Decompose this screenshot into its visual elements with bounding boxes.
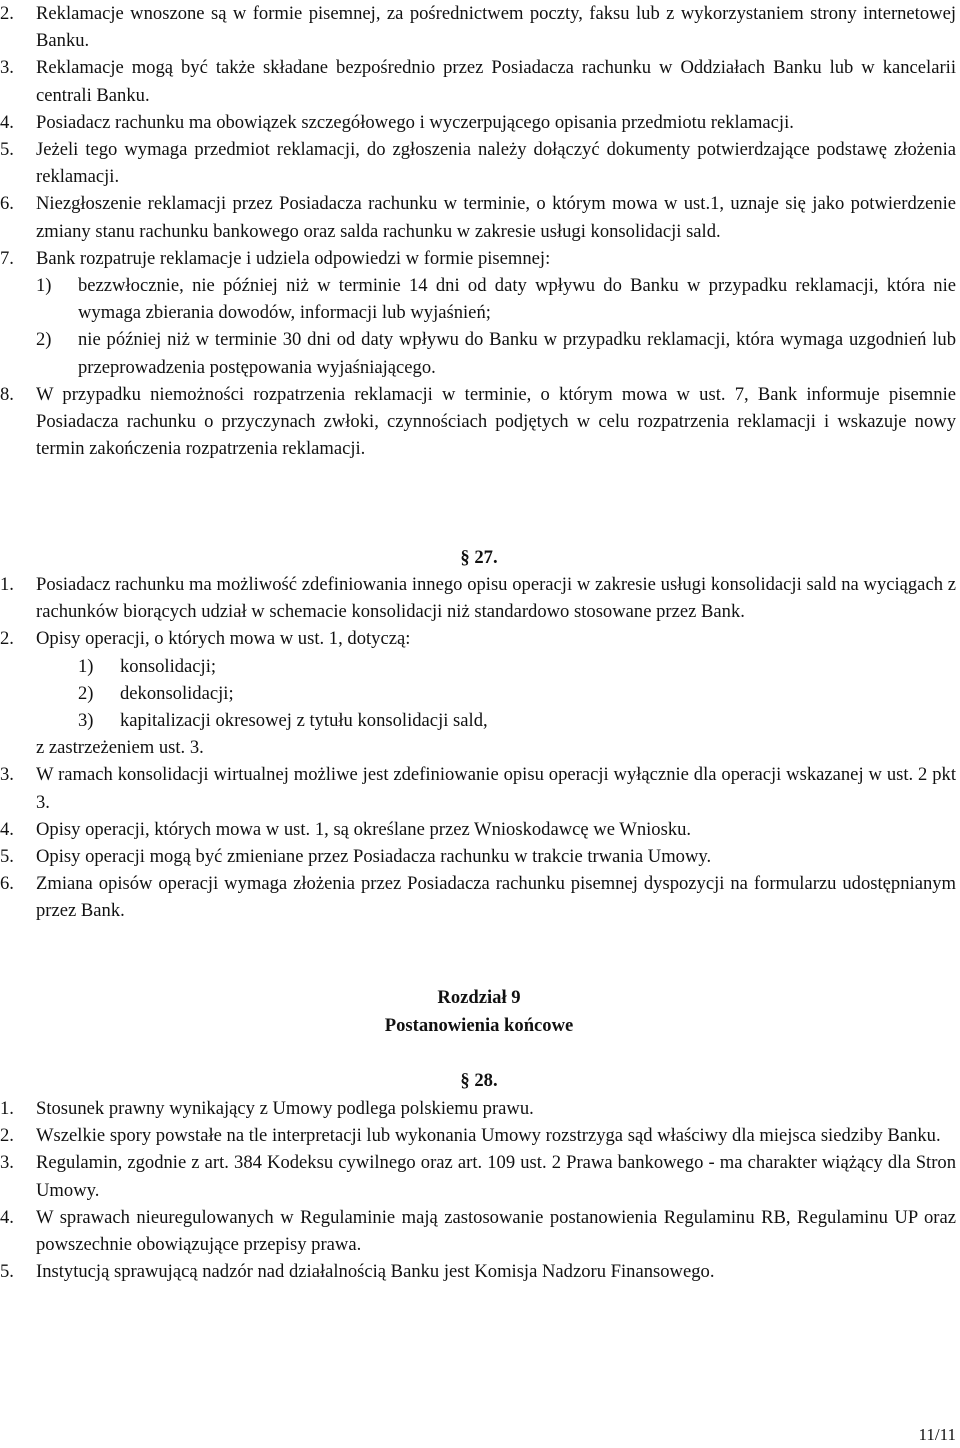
paragraph-27-heading: § 27. [460,547,498,568]
sub-item-text: nie później niż w terminie 30 dni od daty wpływu do Banku w przypadku reklamacji, która wymaga uzgodnień lub przeprowadzenia postępowania wyjaśniającego. [78,329,956,378]
item-text: Opisy operacji, o których mowa w ust. 1, dotyczą: [36,628,411,650]
item-text: W przypadku niemożności rozpatrzenia reklamacji w terminie, o którym mowa w ust. 7, Bank informuje pisemnie Posiadacza rachunku o przyczynach zwłoki, czynnościach podjętych w celu rozpatrzenia reklamacji i wskazuje nowy termin zakończenia rozpatrzenia reklamacji. [36,383,956,460]
list-item [0,625,958,652]
item-number: 2. [0,628,14,650]
item-continuation: z zastrzeżeniem ust. 3. [36,737,204,759]
sub-list-item [0,326,958,380]
item-number: 3. [0,57,14,79]
sub-item-number: 1) [36,275,52,297]
list-item [0,870,958,924]
paragraph-28-section [0,1095,958,1285]
item-number: 4. [0,111,14,133]
item-text: Opisy operacji mogą być zmieniane przez Posiadacza rachunku w trakcie trwania Umowy. [36,846,712,868]
sub-item-number: 2) [36,329,52,351]
list-item [0,571,958,625]
item-text: W ramach konsolidacji wirtualnej możliwe jest zdefiniowanie opisu operacji wyłącznie dla operacji wskazanej w ust. 2 pkt 3. [36,764,956,813]
item-text: Posiadacz rachunku ma możliwość zdefiniowania innego opisu operacji w zakresie usługi konsolidacji sald na wyciągach z rachunków biorących udział w schemacie konsolidacji niż standardowo stosowane przez Bank. [36,574,956,623]
sub-item-text: kapitalizacji okresowej z tytułu konsolidacji sald, [120,710,488,732]
sub-list-item [0,680,958,707]
item-number: 4. [0,1206,14,1228]
page-number: 11/11 [918,1425,956,1444]
list-item [0,1149,958,1203]
list-item [0,761,958,815]
list-item [0,245,958,272]
item-text: Posiadacz rachunku ma obowiązek szczegółowego i wyczerpującego opisania przedmiotu reklamacji. [36,111,794,133]
item-text: Instytucją sprawującą nadzór nad działalnością Banku jest Komisja Nadzoru Finansowego. [36,1261,715,1283]
sub-item-text: dekonsolidacji; [120,682,234,704]
item-text: Bank rozpatruje reklamacje i udziela odpowiedzi w formie pisemnej: [36,247,551,269]
sub-list-item [0,653,958,680]
item-number: 1. [0,574,14,595]
sub-item-text: konsolidacji; [120,655,217,677]
item-text: Reklamacje wnoszone są w formie pisemnej, za pośrednictwem poczty, faksu lub z wykorzystaniem strony internetowej Banku. [36,3,956,52]
item-number: 2. [0,1125,14,1147]
item-text: Wszelkie spory powstałe na tle interpretacji lub wykonania Umowy rozstrzyga sąd właściwy dla miejsca siedziby Banku. [36,1125,941,1147]
list-item [0,54,958,108]
sub-item-number: 1) [78,655,94,677]
list-item [0,816,958,843]
item-number: 8. [0,383,14,405]
item-number: 7. [0,247,14,269]
item-number: 5. [0,846,14,868]
sub-list-item [0,707,958,734]
paragraph-28-heading: § 28. [460,1070,498,1091]
item-number: 2. [0,3,14,24]
item-number: 3. [0,1152,14,1174]
item-number: 4. [0,818,14,840]
list-item [0,381,958,463]
item-number: 1. [0,1098,14,1119]
item-text: Regulamin, zgodnie z art. 384 Kodeksu cywilnego oraz art. 109 ust. 2 Prawa bankowego - ma charakter wiążący dla Stron Umowy. [36,1152,956,1201]
item-number: 5. [0,139,14,161]
item-text: W sprawach nieuregulowanych w Regulaminie mają zastosowanie postanowienia Regulaminu RB, Regulaminu UP oraz powszechnie obowiązujące przepisy prawa. [36,1206,956,1256]
item-text: Opisy operacji, których mowa w ust. 1, są określane przez Wnioskodawcę we Wniosku. [36,818,692,840]
item-text: Reklamacje mogą być także składane bezpośrednio przez Posiadacza rachunku w Oddziałach Banku lub w kancelarii centrali Banku. [36,57,956,106]
sub-item-number: 3) [78,710,94,732]
item-number: 6. [0,193,14,215]
list-item [0,1095,958,1122]
sub-list-item [0,272,958,326]
list-item [0,109,958,136]
list-item [0,190,958,244]
item-number: 5. [0,1261,14,1283]
item-number: 6. [0,873,14,895]
list-item [0,1258,958,1285]
chapter-subtitle: Postanowienia końcowe [384,1015,574,1036]
paragraph-27-section [0,571,958,925]
item-text: Stosunek prawny wynikający z Umowy podlega polskiemu prawu. [36,1098,534,1119]
list-item [0,1204,958,1258]
list-item [0,136,958,190]
item-number: 3. [0,764,14,786]
sub-item-text: bezzwłocznie, nie później niż w terminie 14 dni od daty wpływu do Banku w przypadku reklamacji, która nie wymaga zbierania dowodów, informacji lub wyjaśnień; [78,275,956,324]
list-item [0,0,958,54]
list-item [0,1122,958,1149]
sub-item-number: 2) [78,682,94,704]
item-text: Jeżeli tego wymaga przedmiot reklamacji, do zgłoszenia należy dołączyć dokumenty potwierdzające podstawę złożenia reklamacji. [36,139,956,188]
item-text: Zmiana opisów operacji wymaga złożenia przez Posiadacza rachunku pisemnej dyspozycji na formularzu udostępnianym przez Bank. [36,873,956,922]
item-text: Niezgłoszenie reklamacji przez Posiadacza rachunku w terminie, o którym mowa w ust.1, uznaje się jako potwierdzenie zmiany stanu rachunku bankowego oraz salda rachunku w zakresie usługi konsolidacji sald. [36,193,956,242]
reklamacje-section [0,0,958,462]
list-item [0,843,958,870]
chapter-title: Rozdział 9 [437,987,521,1008]
